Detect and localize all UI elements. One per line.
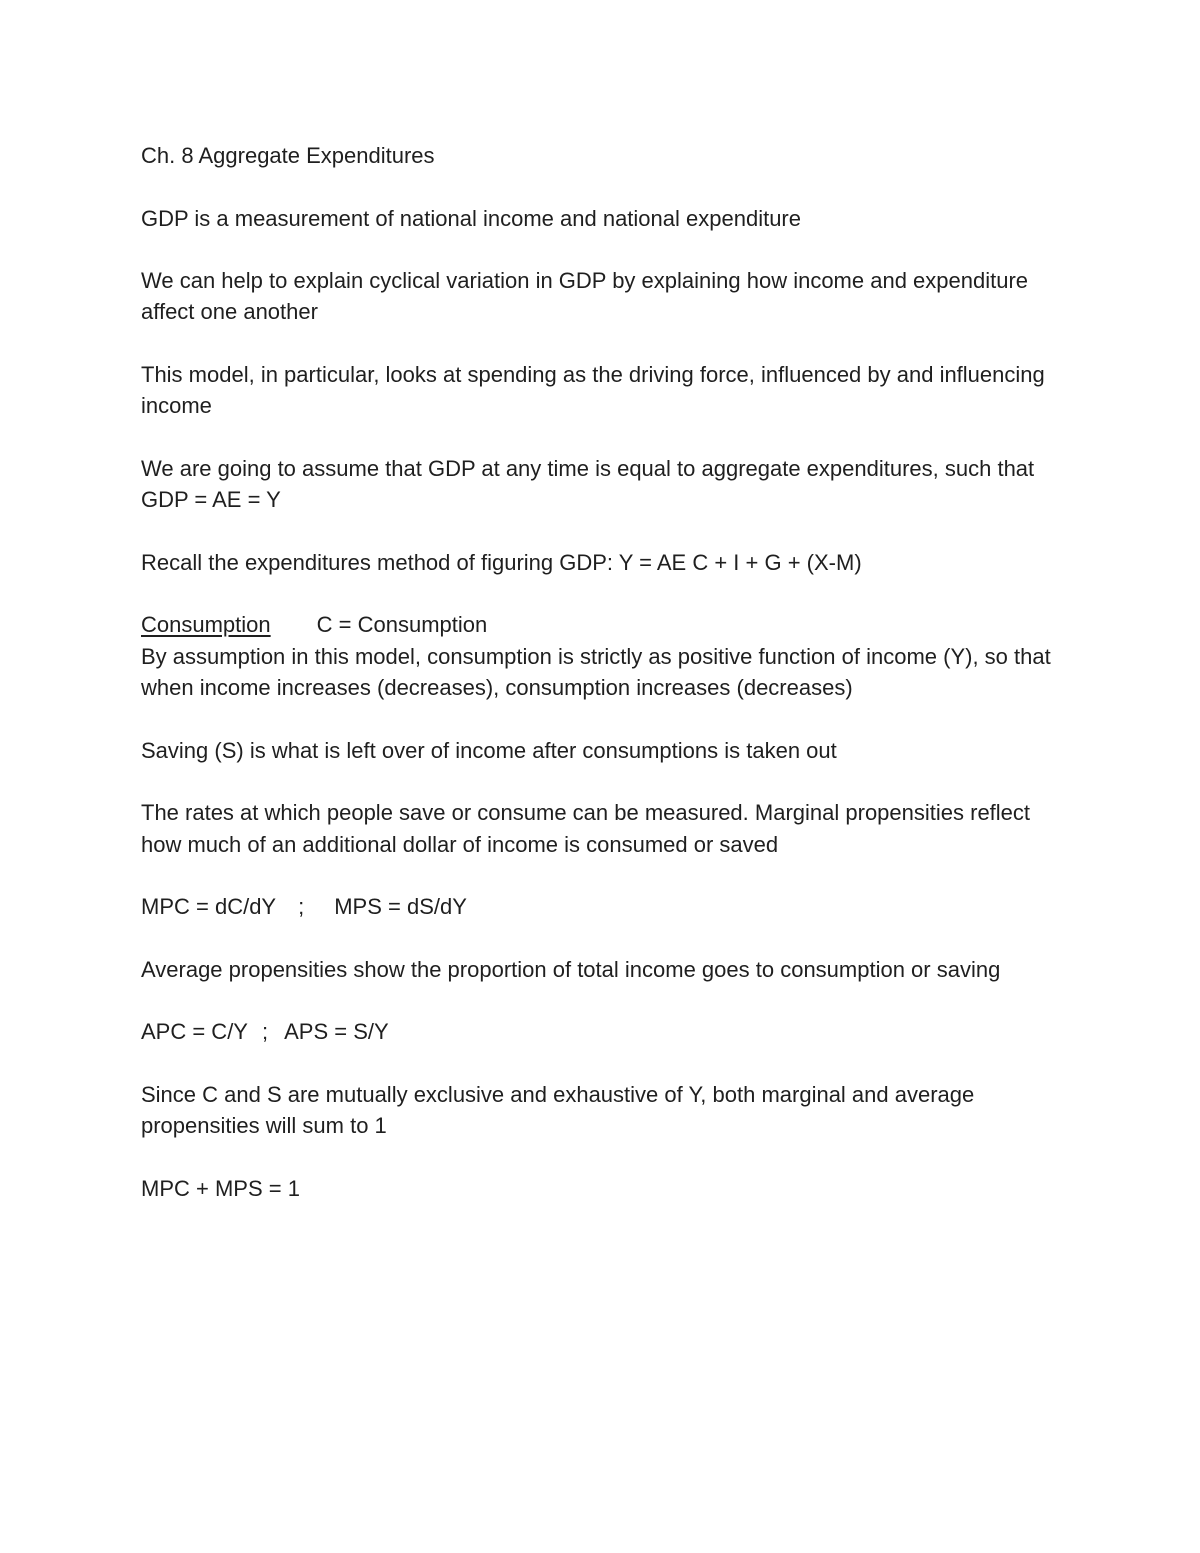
formula-marginal	[141, 891, 1071, 922]
formula-sum: MPC + MPS = 1	[141, 1175, 300, 1201]
paragraph-sum-to-one: Since C and S are mutually exclusive and exhaustive of Y, both marginal and average propensities will sum to 1	[141, 1081, 975, 1139]
paragraph-expenditures-method: Recall the expenditures method of figuring GDP: Y = AE C + I + G + (X-M)	[141, 549, 862, 575]
paragraph-gdp-assumption: We are going to assume that GDP at any time is equal to aggregate expenditures, such that GDP = AE = Y	[141, 455, 1035, 513]
paragraph-marginal-propensities: The rates at which people save or consume can be measured. Marginal propensities reflect how much of an additional dollar of income is consumed or saved	[141, 800, 1031, 857]
consumption-definition: C = Consumption	[316, 612, 488, 638]
consumption-heading: Consumption	[141, 612, 271, 638]
formula-mpc: MPC = dC/dY	[141, 894, 277, 920]
paragraph-model-spending: This model, in particular, looks at spending as the driving force, influenced by and influencing income	[141, 362, 1045, 419]
paragraph-saving: Saving (S) is what is left over of income after consumptions is taken out	[141, 737, 837, 763]
document-body	[141, 140, 1071, 1235]
consumption-heading-line	[141, 609, 1071, 640]
formula-average-separator: ;	[261, 1019, 269, 1045]
paragraph-cyclical-variation: We can help to explain cyclical variation in GDP by explaining how income and expenditure affect one another	[141, 268, 1029, 325]
paragraph-gdp-definition: GDP is a measurement of national income and national expenditure	[141, 205, 801, 231]
document-title: Ch. 8 Aggregate Expenditures	[141, 143, 435, 168]
formula-marginal-separator: ;	[298, 894, 305, 920]
formula-apc: APC = C/Y	[141, 1019, 248, 1045]
formula-average	[141, 1016, 1071, 1047]
paragraph-consumption-assumption: By assumption in this model, consumption is strictly as positive function of income (Y), so that when income increases (decreases), consumption increases (decreases)	[141, 643, 1051, 701]
formula-aps: APS = S/Y	[284, 1019, 389, 1045]
formula-mps: MPS = dS/dY	[334, 894, 467, 920]
paragraph-average-propensities: Average propensities show the proportion of total income goes to consumption or saving	[141, 956, 1001, 982]
